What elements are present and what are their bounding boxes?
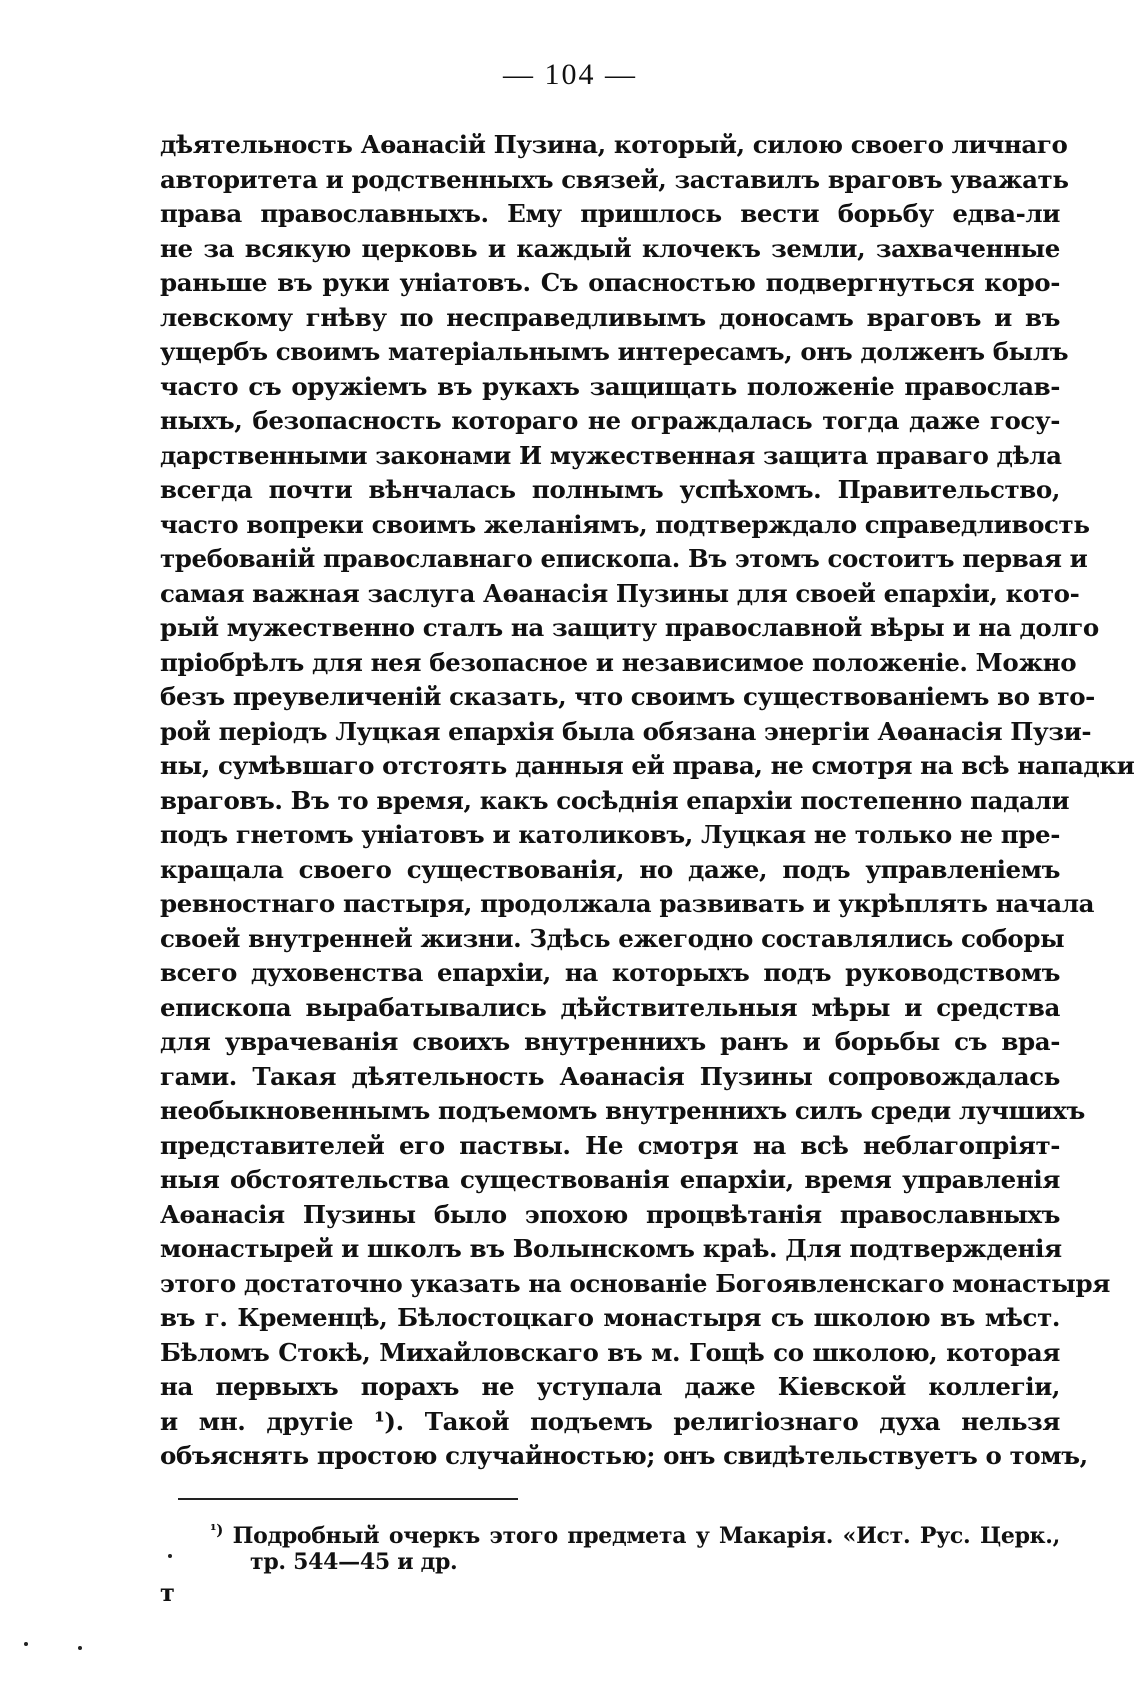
text-line: всего духовенства епархіи, на которыхъ подъ руководствомъ bbox=[160, 958, 1060, 987]
text-line: требованій православнаго епископа. Въ этомъ состоитъ первая и bbox=[160, 544, 1088, 573]
print-speck bbox=[168, 1554, 172, 1558]
print-speck bbox=[24, 1642, 28, 1646]
text-line: ныхъ, безопасность котораго не ограждалась тогда даже госу- bbox=[160, 406, 1060, 435]
text-line: необыкновеннымъ подъемомъ внутреннихъ силъ среди лучшихъ bbox=[160, 1096, 1085, 1125]
text-line: для уврачеванія своихъ внутреннихъ ранъ и борьбы съ вра- bbox=[160, 1027, 1060, 1056]
page-number: — 104 — bbox=[503, 58, 637, 91]
text-line: враговъ. Въ то время, какъ сосѣднія епархіи постепенно падали bbox=[160, 785, 1070, 815]
text-line: часто съ оружіемъ въ рукахъ защищать положеніе православ- bbox=[160, 371, 1060, 401]
text-line: всегда почти вѣнчалась полнымъ успѣхомъ. Правительство, bbox=[160, 475, 1060, 504]
text-line: авторитета и родственныхъ связей, заставилъ враговъ уважать bbox=[160, 164, 1069, 194]
text-line: Бѣломъ Стокѣ, Михайловскаго въ м. Гощѣ со школою, которая bbox=[160, 1337, 1060, 1367]
text-line: рой періодъ Луцкая епархія была обязана энергіи Аѳанасія Пузи- bbox=[160, 716, 1092, 746]
text-line: представителей его паствы. Не смотря на всѣ неблагопріят- bbox=[160, 1130, 1060, 1160]
text-line: ущербъ своимъ матеріальнымъ интересамъ, онъ долженъ былъ bbox=[160, 337, 1069, 366]
footnote-line: тр. 544—45 и др. bbox=[250, 1549, 458, 1575]
text-line: левскому гнѣву по несправедливымъ доносамъ враговъ и въ bbox=[160, 302, 1060, 332]
text-line: ны, сумѣвшаго отстоять данныя ей права, не смотря на всѣ нападки bbox=[160, 751, 1135, 780]
footnote-line bbox=[210, 1514, 1060, 1549]
text-line: самая важная заслуга Аѳанасія Пузины для своей епархіи, кото- bbox=[160, 578, 1080, 608]
footnote bbox=[210, 1514, 1060, 1578]
text-line: не за всякую церковь и каждый клочекъ земли, захваченные bbox=[160, 233, 1060, 263]
text-line: на первыхъ порахъ не уступала даже Кіевской коллегіи, bbox=[160, 1372, 1060, 1401]
text-line: въ г. Кременцѣ, Бѣлостоцкаго монастыря съ школою въ мѣст. bbox=[160, 1303, 1060, 1332]
text-line: этого достаточно указать на основаніе Богоявленскаго монастыря bbox=[160, 1268, 1110, 1298]
text-line: ныя обстоятельства существованія епархіи, время управленія bbox=[160, 1165, 1060, 1194]
text-line: рый мужественно сталъ на защиту православной вѣры и на долго bbox=[160, 613, 1099, 642]
text-line: и мн. другіе ¹). Такой подъемъ религіознаго духа нельзя bbox=[160, 1406, 1060, 1436]
print-speck bbox=[78, 1646, 82, 1650]
signature-mark: т bbox=[160, 1578, 175, 1607]
text-line: кращала своего существованія, но даже, подъ управленіемъ bbox=[160, 854, 1060, 884]
text-line: объяснять простою случайностью; онъ свидѣтельствуетъ о томъ, bbox=[160, 1441, 1088, 1470]
text-line: пріобрѣлъ для нея безопасное и независимое положеніе. Можно bbox=[160, 647, 1077, 677]
text-line: раньше въ руки уніатовъ. Съ опасностью подвергнуться коро- bbox=[160, 268, 1060, 297]
text-line: Аѳанасія Пузины было эпохою процвѣтанія православныхъ bbox=[160, 1199, 1060, 1229]
text-line: гами. Такая дѣятельность Аѳанасія Пузины сопровождалась bbox=[160, 1061, 1060, 1091]
text-line: дѣятельность Аѳанасій Пузина, который, силою своего личнаго bbox=[160, 130, 1068, 159]
text-line: своей внутренней жизни. Здѣсь ежегодно составлялись соборы bbox=[160, 923, 1065, 953]
text-line: ревностнаго пастыря, продолжала развивать и укрѣплять начала bbox=[160, 889, 1095, 918]
body-text bbox=[160, 128, 1135, 1474]
footnote-marker: ¹) bbox=[210, 1521, 224, 1539]
text-line: епископа вырабатывались дѣйствительныя мѣры и средства bbox=[160, 992, 1060, 1022]
footnote-text: Подробный очеркъ этого предмета у Макарія. «Ист. Рус. Церк., bbox=[232, 1523, 1060, 1549]
text-line: монастырей и школъ въ Волынскомъ краѣ. Для подтвержденія bbox=[160, 1234, 1062, 1263]
text-line: часто вопреки своимъ желаніямъ, подтверждало справедливость bbox=[160, 509, 1090, 539]
footnote-divider bbox=[178, 1498, 518, 1500]
text-line: безъ преувеличеній сказать, что своимъ существованіемъ во вто- bbox=[160, 682, 1095, 711]
text-line: дарственными законами И мужественная защита праваго дѣла bbox=[160, 440, 1062, 470]
text-line: права православныхъ. Ему пришлось вести борьбу едва-ли bbox=[160, 199, 1060, 228]
text-line: подъ гнетомъ уніатовъ и католиковъ, Луцкая не только не пре- bbox=[160, 820, 1060, 849]
